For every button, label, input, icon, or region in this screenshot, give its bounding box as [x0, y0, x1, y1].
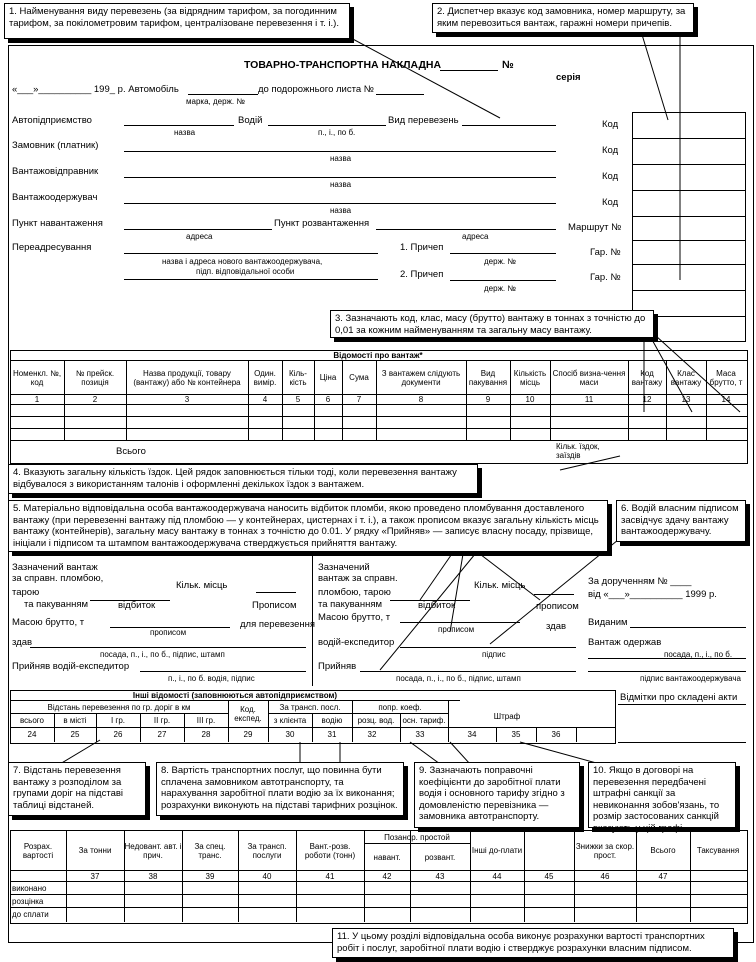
other-col-number: 26 [113, 730, 123, 739]
distance-col-header: всього [20, 716, 44, 725]
customer-sub: назва [330, 154, 352, 163]
left-tare-label: тарою [12, 587, 40, 598]
note-7: 7. Відстань перевезення вантажу з розподілом за групами доріг на підставі таблиці відстаней. [8, 762, 146, 816]
shipper-label: Вантажовідправник [12, 166, 99, 177]
calc-col-number: 42 [382, 871, 392, 881]
right-sign-sub: підпис [482, 650, 506, 659]
cargo-header-cell: Вид пакування [468, 368, 508, 387]
other-col-number: 30 [285, 730, 295, 739]
calc-col-number: 47 [658, 871, 668, 881]
waybill-line [376, 94, 424, 95]
number-sign: № [502, 59, 514, 71]
consignee-label: Вантажоодержувач [12, 192, 98, 203]
calc-col-number: 39 [205, 871, 215, 881]
calc-header-cell: Вант.-розв. роботи (тонн) [304, 841, 356, 860]
autoenterprise-label: Автопідприємство [12, 115, 92, 126]
left-imprint-label: відбиток [118, 600, 156, 611]
cargo-total-label: Всього [116, 446, 146, 457]
calc-col-number: 44 [492, 871, 502, 881]
other-col-line [576, 727, 577, 742]
fine-header: Штраф [493, 711, 521, 721]
calc-row-rate: розцінка [12, 897, 44, 906]
other-col-number: 33 [415, 730, 425, 739]
other-col-number: 29 [243, 730, 253, 739]
overtime-header: Позанор. простой [384, 832, 450, 842]
calc-row-line [10, 907, 747, 908]
unloading-point-label: Пункт розвантаження [274, 218, 370, 229]
left-places-label: Кільк. місць [176, 580, 228, 591]
side-row-line [632, 138, 745, 139]
other-col-number: 32 [367, 730, 377, 739]
to-client-header: з клієнта [273, 716, 307, 725]
right-words2-label: прописом [438, 625, 475, 634]
right-pack-label: та пакуванням [318, 599, 382, 610]
distance-col-header: ІІІ гр. [196, 716, 216, 725]
cargo-header-cell: Назва продукції, товару (вантажу) або № контейнера [133, 368, 241, 387]
route-label: Маршрут № [568, 222, 622, 233]
calc-header-cell: Всього [650, 846, 676, 855]
trailer2-line [450, 280, 556, 281]
cargo-col-number: 5 [295, 395, 301, 404]
right-mass-label: Масою брутто, т [318, 612, 391, 623]
cargo-header-cell: Ціна [319, 373, 337, 382]
calc-num-line [10, 881, 747, 882]
cargo-header-cell: З вантажем слідують документи [381, 368, 461, 387]
readdress-sub2: підп. відповідальної особи [196, 267, 295, 276]
other-col-number: 25 [70, 730, 80, 739]
by-trans-header: За трансп. посл. [279, 702, 341, 712]
note-9: 9. Зазначають поправочні коефіцієнти до заробітної плати водія і основного тарифу згідно з домовленістю перевізника — замовника автотранспорту. [414, 762, 580, 828]
other-col-number: 27 [157, 730, 167, 739]
distance-col-header: ІІ гр. [153, 716, 171, 725]
code2-label: Код [602, 145, 619, 156]
right-accepted-label: Прийняв [318, 661, 357, 672]
other-col-line [352, 700, 353, 742]
left-accepted-line [140, 671, 306, 672]
other-col-line [536, 727, 537, 742]
autoenterprise-sub: назва [174, 128, 196, 137]
other-col-number: 34 [467, 730, 477, 739]
other-col-line [496, 727, 497, 742]
calc-header-cell: За тонни [78, 846, 112, 855]
cargo-row-line [10, 416, 747, 417]
driver-sub: п., і., по б. [318, 128, 356, 137]
right-words-label: прописом [536, 601, 579, 612]
right-seal-label: пломбою, тарою [318, 587, 391, 598]
trips-label: Кільк. їздок, заїздів [556, 442, 600, 460]
series-label: серія [556, 72, 581, 83]
cargo-num-line [10, 404, 747, 405]
to-driver-header: водію [321, 716, 343, 725]
note-11: 11. У цьому розділі відповідальна особа виконує розрахунки вартості транспортних робіт і послуг, заробітної плати водію і стверджує розрахунки власним підписом. [332, 928, 734, 958]
note-8: 8. Вартість транспортних послуг, що повинна бути сплачена замовником автотранспорту, та нарахування заробітної плати водію за їх виконання; розрахунки виконують на підставі тарифних розцінок. [156, 762, 404, 816]
other-col-number: 35 [511, 730, 521, 739]
cargo-title: Відомості про вантаж* [333, 351, 423, 360]
left-pack-label: та пакуванням [24, 599, 88, 610]
trailer1-sub: держ. № [484, 257, 516, 266]
left-handed-line [30, 647, 306, 648]
shipper-line [124, 177, 556, 178]
trailer2-sub: держ. № [484, 284, 516, 293]
date-line: «___»__________ 199_ р. Автомобіль [12, 84, 179, 95]
proxy-date: від «___»__________ 1999 р. [588, 589, 717, 600]
issued-line [630, 627, 746, 628]
cargo-header-cell: Клас вантажу [670, 368, 702, 387]
calc-row-pay: до сплати [12, 910, 49, 919]
waybill-ref: до подорожнього листа № [258, 84, 374, 95]
remarks-line2 [618, 742, 746, 743]
cargo-col-number: 8 [418, 395, 424, 404]
cargo-col-number: 6 [325, 395, 331, 404]
loading-point-line [124, 229, 272, 230]
cargo-header-cell: Код вантажу [631, 368, 663, 387]
cargo-col-number: 4 [262, 395, 268, 404]
cargo-header-cell: Кіль-кість [289, 368, 307, 387]
cargo-col-number: 11 [584, 395, 594, 404]
calc-col-number: 37 [90, 871, 100, 881]
right-imprint-label: відбиток [418, 600, 456, 611]
calc-col-line [690, 830, 691, 922]
cargo-row-line [10, 440, 747, 441]
calc-header-cell: Таксування [696, 846, 740, 855]
form-title: ТОВАРНО-ТРАНСПОРТНА НАКЛАДНА [244, 59, 442, 71]
side-row-line [632, 190, 745, 191]
note-2: 2. Диспетчер вказує код замовника, номер маршруту, за яким перевозиться вантаж, гаражні номери причепів. [432, 3, 694, 33]
driver-line [268, 125, 386, 126]
left-handed-label: здав [12, 637, 33, 648]
side-row-line [632, 164, 745, 165]
right-sub1: посада, п., і., по б., підпис, штамп [396, 674, 521, 683]
cargo-header-cell: Маса брутто, т [709, 368, 743, 387]
left-words2-label: прописом [150, 628, 187, 637]
side-row-line [632, 290, 745, 291]
note-10: 10. Якщо в договорі на перевезення передбачені штрафні санкції за невиконання зобов'язань, то розмір застосованих санкцій вказують у цій графі. [588, 762, 736, 828]
cargo-header-cell: Один. вимір. [253, 368, 277, 387]
calc-col-number: 41 [325, 871, 335, 881]
autoenterprise-line [124, 125, 234, 126]
car-sub: марка, держ. № [186, 97, 245, 106]
calc-col-number: 43 [435, 871, 445, 881]
other-head-line [10, 727, 615, 728]
transport-type-line [462, 125, 556, 126]
cargo-col-number: 9 [485, 395, 491, 404]
other-col-line [268, 700, 269, 742]
left-for-label: для перевезення [240, 619, 316, 630]
other-col-number: 24 [27, 730, 37, 739]
right-places-label: Кільк. місць [474, 580, 526, 591]
distance-col-header: в місті [63, 716, 87, 725]
left-words-label: Прописом [252, 600, 297, 611]
consignee-sub: назва [330, 206, 352, 215]
distance-col-header: І гр. [110, 716, 126, 725]
calc-col-number: 45 [544, 871, 554, 881]
unloading-address-sub: адреса [462, 232, 489, 241]
right-accepted-line [360, 671, 576, 672]
cargo-header-cell: Кількість місць [513, 368, 547, 387]
cargo-header-cell: № прейск. позиція [75, 368, 115, 387]
code1-label: Код [602, 119, 619, 130]
right-stated-label: Зазначений [318, 562, 370, 573]
unloading-point-line [376, 229, 556, 230]
left-accepted-label: Прийняв водій-експедитор [12, 661, 130, 672]
distance-label: Відстань перевезення по гр. доріг в км [47, 703, 191, 712]
left-sub2: п., і., по б. водія, підпис [168, 674, 255, 683]
transport-type-label: Вид перевезень [388, 115, 459, 126]
calc-header-cell: За трансп. послуги [247, 841, 287, 860]
readdress-label: Переадресування [12, 242, 92, 253]
remarks-label: Відмітки про складені акти [620, 692, 738, 703]
calc-head-line [10, 870, 747, 871]
cargo-col-number: 3 [184, 395, 190, 404]
side-code-box [632, 112, 746, 342]
side-row-line [632, 264, 745, 265]
code3-label: Код [602, 171, 619, 182]
trailer1-line [450, 253, 556, 254]
shipper-sub: назва [330, 180, 352, 189]
cargo-head-line [10, 394, 747, 395]
code-exped-header: Код. експед. [234, 705, 262, 723]
customer-label: Замовник (платник) [12, 140, 99, 151]
calc-header-cell: Розрах. вартості [22, 841, 54, 860]
cargo-row-line [10, 428, 747, 429]
overtime-line [364, 843, 470, 844]
left-stated-label: Зазначений вантаж [12, 562, 98, 573]
car-line [188, 94, 258, 95]
driver-label: Водій [238, 115, 263, 126]
right-driver-label: водій-експедитор [318, 637, 395, 648]
proxy-label: За дорученням № ____ [588, 576, 692, 587]
left-seal-label: за справн. пломбою, [12, 573, 104, 584]
left-sub1: посада, п., і., по б., підпис, штамп [100, 650, 225, 659]
customer-line [124, 151, 556, 152]
note-5: 5. Матеріально відповідальна особа вантажоодержувача наносить відбиток пломби, якою проведено пломбування доставленого вантажу (при перевезенні вантажу під пломбою — у контейнерах, цистернах і т. і.), а також прописом вказує загальну кількість місць вантажу (контейнерів), загальну масу вантажу в тоннах з точністю до 0.01. У рядку «Прийняв» — записує власну посаду, прізвище, ініціали і підписом та штампом вантажоодержувача стверджується прийняття вантажу. [8, 500, 608, 552]
cargo-recv-label: Вантаж одержав [588, 637, 662, 648]
cargo-col-number: 12 [642, 395, 652, 404]
recv-sub-pib: посада, п., і., по б. [664, 650, 733, 659]
calc-col-number: 40 [262, 871, 272, 881]
other-col-line [448, 700, 449, 742]
calc-header-cell: За спец. транс. [194, 841, 226, 860]
right-handed-label: здав [546, 621, 567, 632]
side-row-line [632, 216, 745, 217]
cargo-header-cell: Спосіб визна-чення маси [552, 368, 626, 387]
other-info-title: Інші відомості (заповнюються автопідприємством) [132, 691, 338, 700]
note-6: 6. Водій власним підписом засвідчує здачу вантажу вантажоодержувачу. [616, 500, 746, 542]
readdress-sub1: назва і адреса нового вантажоодержувача, [162, 257, 323, 266]
code4-label: Код [602, 197, 619, 208]
note-4: 4. Вказують загальну кількість їздок. Цей рядок заповнюється тільки тоді, коли перевезення вантажу відбувалося з використанням талонів і оформленні декількох їздок з вантажем. [8, 464, 478, 494]
right-cargo-label: вантаж за справн. [318, 573, 398, 584]
loading-point-label: Пункт навантаження [12, 218, 103, 229]
loading-address-sub: адреса [186, 232, 213, 241]
recv-sign-line [588, 671, 746, 672]
cargo-col-number: 13 [681, 395, 691, 404]
note-3: 3. Зазначають код, клас, масу (брутто) вантажу в тоннах з точністю до 0,01 за кожним найменуванням та загальну масу вантажу. [330, 310, 654, 338]
calc-header-cell: Інші до-плати [471, 846, 523, 855]
right-mass-line [400, 622, 520, 623]
left-mass-label: Масою брутто, т [12, 617, 85, 628]
issued-label: Виданим [588, 617, 628, 628]
note-1: 1. Найменування виду перевезень (за відрядним тарифом, за погодинним тарифом, за покілометровим тарифом, централізоване перевезення і т. і.). [4, 3, 350, 39]
gar1-label: Гар. № [590, 247, 621, 258]
consignee-line [124, 203, 556, 204]
cargo-col-number: 7 [356, 395, 362, 404]
load-header: навант. [373, 852, 401, 862]
calc-row-done: виконано [12, 884, 47, 893]
remarks-line [618, 704, 746, 705]
corr-a-header: розц. вод. [357, 716, 395, 725]
trailer1-label: 1. Причеп [400, 242, 444, 253]
other-col-line [228, 700, 229, 742]
other-col-number: 28 [201, 730, 211, 739]
calc-header-cell: Недовант. авт. і прич. [124, 841, 182, 860]
other-col-number: 31 [327, 730, 337, 739]
readdress-line [124, 253, 378, 254]
cargo-col-number: 1 [34, 395, 40, 404]
corr-header: попр. коеф. [378, 702, 422, 712]
calc-col-number: 38 [148, 871, 158, 881]
cargo-col-number: 10 [525, 395, 535, 404]
number-line [440, 70, 498, 71]
side-row-line [632, 240, 745, 241]
other-col-number: 36 [551, 730, 561, 739]
calc-row-line [10, 894, 747, 895]
calc-col-number: 46 [600, 871, 610, 881]
gar2-label: Гар. № [590, 272, 621, 283]
left-places-line [256, 592, 296, 593]
cargo-col-number: 2 [92, 395, 98, 404]
recv-sub-sign: підпис вантажоодержувача [640, 674, 741, 683]
right-places-line [534, 594, 574, 595]
cargo-header-cell: Сума [349, 373, 369, 382]
unload-header: розвант. [424, 852, 456, 862]
cargo-col-number: 14 [721, 395, 731, 404]
trailer2-label: 2. Причеп [400, 269, 444, 280]
right-driver-line [400, 647, 576, 648]
readdress-line2 [124, 279, 378, 280]
calc-header-cell: Знижки за скор. прост. [575, 841, 635, 860]
corr-b-header: осн. тариф. [402, 716, 446, 725]
cargo-header-cell: Номенкл. №, код [12, 368, 62, 387]
